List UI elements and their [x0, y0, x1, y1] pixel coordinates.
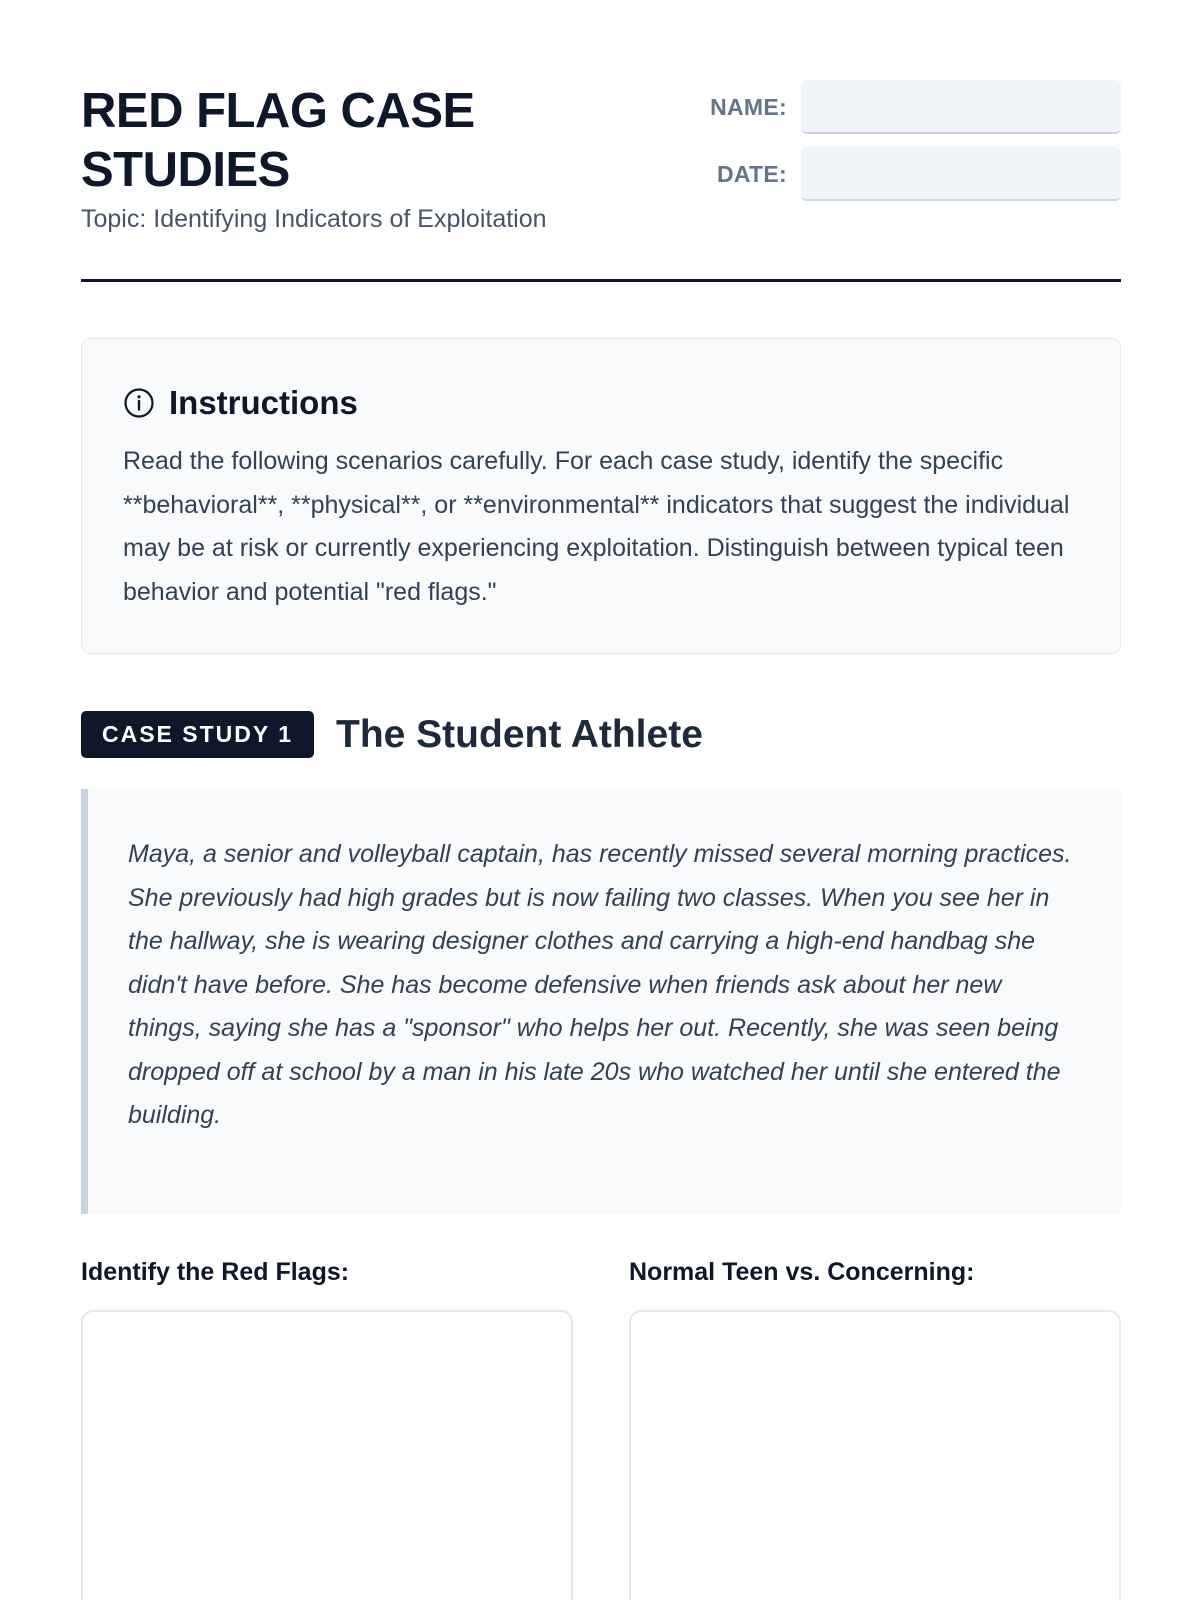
instructions-heading — [123, 381, 1079, 425]
instructions-title: Instructions — [169, 384, 358, 421]
info-icon — [123, 387, 155, 419]
date-field-row — [701, 147, 1121, 201]
worksheet-header — [81, 80, 1121, 282]
worksheet-page — [81, 0, 1121, 1600]
red-flags-column — [81, 1258, 573, 1600]
normal-vs-concerning-column — [629, 1258, 1121, 1600]
instructions-panel — [81, 338, 1121, 654]
name-input[interactable] — [801, 80, 1121, 134]
case-study-badge: CASE STUDY 1 — [81, 711, 314, 758]
date-label: DATE: — [716, 160, 787, 187]
red-flags-label: Identify the Red Flags: — [81, 1258, 350, 1286]
normal-vs-concerning-label: Normal Teen vs. Concerning: — [629, 1258, 975, 1286]
date-input[interactable] — [801, 147, 1121, 201]
instructions-text: Read the following scenarios carefully. For each case study, identify the specific **behavioral**, **physical**, or **environmental** indicators that suggest the individual may be at risk or currently experiencing exploitation. Distinguish between typical teen behavior and potential "red flags." — [123, 447, 1070, 606]
red-flags-answer-box[interactable] — [81, 1310, 573, 1600]
name-label: NAME: — [710, 93, 787, 120]
page-title: RED FLAG CASE STUDIES — [81, 84, 475, 197]
scenario-text: Maya, a senior and volleyball captain, has recently missed several morning practices. She previously had high grades but is now failing two classes. When you see her in the hallway, she is wearing designer clothes and carrying a high-end handbag she didn't have before. She has become defensive when friends ask about her new things, saying she has a "sponsor" who helps her out. Recently, she was seen being dropped off at school by a man in his late 20s who watched her until she entered the building. — [128, 840, 1072, 1129]
topic-subtitle: Topic: Identifying Indicators of Exploitation — [81, 205, 547, 233]
scenario-blockquote — [81, 789, 1121, 1214]
case-study-title: The Student Athlete — [336, 712, 703, 756]
normal-vs-concerning-answer-box[interactable] — [629, 1310, 1121, 1600]
name-field-row — [701, 80, 1121, 134]
case-study-heading — [81, 711, 703, 758]
